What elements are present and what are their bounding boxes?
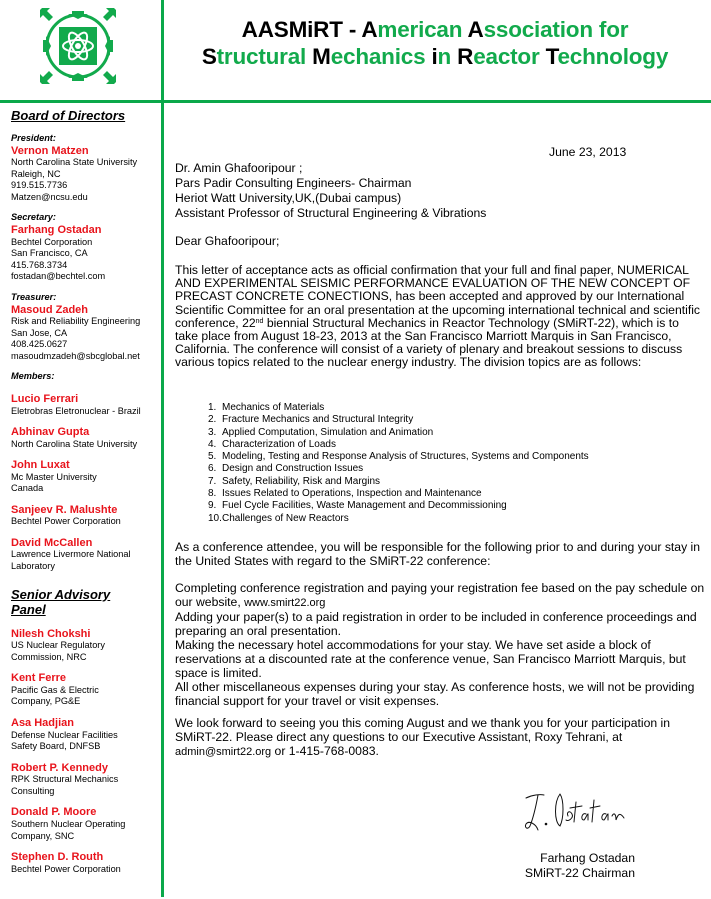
person-detail: Bechtel Power Corporation: [11, 516, 121, 527]
title-segment: ssociation for: [483, 17, 629, 42]
person-entry: [11, 212, 159, 282]
topic-item: 5. Modeling, Testing and Response Analysis of Structures, Systems and Components: [208, 451, 589, 463]
person-detail: North Carolina State University: [11, 438, 138, 449]
person-detail: San Francisco, CA: [11, 248, 88, 259]
person-name: Lucio Ferrari: [11, 393, 79, 405]
title-line-2: [170, 43, 700, 70]
person-detail: Canada: [11, 483, 44, 494]
title-line-1: [170, 16, 700, 43]
person-name: Abhinav Gupta: [11, 426, 90, 439]
person-name: Stephen D. Routh: [11, 851, 104, 864]
person-detail: US Nuclear Regulatory: [11, 640, 105, 651]
person-name: Kent Ferre: [11, 672, 67, 685]
signer-block: [515, 851, 635, 880]
recipient-address: Dr. Amin Ghafooripour ; Pars Padir Consulting Engineers- Chairman Heriot Watt University,UK,(Dubai campus) Assistant Professor of Structural Engineering & Vibrations: [175, 161, 487, 220]
person-entry: [11, 628, 159, 664]
letter-date: June 23, 2013: [549, 145, 627, 159]
title-segment: A: [361, 17, 378, 42]
officers-list: [11, 133, 159, 362]
header-divider-horizontal: [0, 100, 711, 103]
title-segment: tructural: [216, 44, 313, 69]
responsibilities-list: [175, 581, 710, 708]
person-detail: North Carolina State University: [11, 157, 138, 168]
topic-item: 8. Issues Related to Operations, Inspection and Maintenance: [208, 488, 482, 500]
person-name: Asa Hadjian: [11, 717, 74, 730]
topic-item: 6. Design and Construction Issues: [208, 463, 364, 475]
division-topics-list: [208, 402, 589, 525]
members-list: [11, 393, 159, 573]
person-detail: Southern Nuclear Operating: [11, 818, 126, 829]
title-segment: eactor: [473, 44, 546, 69]
person-detail[interactable]: masoudmzadeh@sbcglobal.net: [11, 350, 140, 361]
person-name: Vernon Matzen: [11, 144, 89, 157]
person-detail: 415.768.3734: [11, 259, 68, 270]
topic-item: 7. Safety, Reliability, Risk and Margins: [208, 475, 381, 487]
person-detail[interactable]: Matzen@ncsu.edu: [11, 191, 88, 202]
person-detail: Mc Master University: [11, 471, 97, 482]
attendee-responsibilities-intro: As a conference attendee, you will be responsible for the following prior to and during your stay in the United States with regard to the SMiRT-22 conference:: [175, 540, 701, 568]
person-detail: RPK Structural Mechanics: [11, 774, 119, 785]
responsibility-hotel: Making the necessary hotel accommodations for your stay. We have set aside a block of reservations at a discounted rate at the conference venue, San Francisco Marriott Marquis, but space is limited.: [175, 638, 686, 680]
salutation: Dear Ghafooripour;: [175, 234, 280, 248]
person-name: David McCallen: [11, 536, 93, 549]
person-entry: [11, 393, 159, 417]
topic-item: 4. Characterization of Loads: [208, 438, 336, 450]
closing-paragraph: We look forward to seeing you this coming August and we thank you for your participation in SMiRT-22. Please direct any questions to our Executive Assistant, Roxy Tehrani, at admin@smirt22.org or 1-415-768-0083.: [175, 716, 670, 758]
person-entry: [11, 762, 159, 798]
person-role: Secretary:: [11, 212, 56, 223]
person-detail: Commission, NRC: [11, 651, 87, 662]
title-segment: A: [467, 17, 484, 42]
title-segment: merican: [377, 17, 468, 42]
person-detail: Company, PG&E: [11, 696, 81, 707]
person-name: John Luxat: [11, 459, 70, 472]
person-name: Nilesh Chokshi: [11, 627, 91, 640]
person-detail: Eletrobras Eletronuclear - Brazil: [11, 405, 141, 416]
topic-item: 2. Fracture Mechanics and Structural Integrity: [208, 414, 414, 426]
responsibility-expenses: All other miscellaneous expenses during your stay. As conference hosts, we will not be providing financial support for your travel or visit expenses.: [175, 680, 695, 708]
person-detail: Raleigh, NC: [11, 168, 61, 179]
person-entry: [11, 672, 159, 708]
senior-advisory-heading: Senior Advisory Panel: [11, 586, 111, 617]
title-segment: echnology: [557, 44, 669, 69]
person-detail: Pacific Gas & Electric: [11, 684, 99, 695]
responsibility-paper: Adding your paper(s) to a paid registration in order to be included in conference proceedings and preparing an oral presentation.: [175, 610, 697, 638]
person-detail: 408.425.0627: [11, 339, 68, 350]
person-detail: Laboratory: [11, 561, 55, 572]
person-detail: Safety Board, DNFSB: [11, 741, 101, 752]
person-detail[interactable]: fostadan@bechtel.com: [11, 271, 106, 282]
person-detail: Bechtel Power Corporation: [11, 863, 121, 874]
person-detail: 919.515.7736: [11, 180, 68, 191]
website-link[interactable]: www.smirt22.org: [244, 597, 326, 609]
person-role: President:: [11, 133, 56, 143]
person-detail: Company, SNC: [11, 830, 75, 841]
topic-item: 1. Mechanics of Materials: [208, 402, 325, 413]
title-segment: S: [201, 44, 217, 69]
sidebar-divider-vertical: [161, 0, 164, 897]
signer-name: Farhang Ostadan: [540, 851, 635, 865]
person-entry: [11, 806, 159, 842]
title-segment: R: [457, 44, 474, 69]
handwritten-signature-icon: [520, 788, 640, 838]
topic-item: 10.Challenges of New Reactors: [208, 512, 349, 524]
topic-item: 3. Applied Computation, Simulation and Animation: [208, 426, 434, 438]
person-entry: [11, 459, 159, 495]
person-name: Sanjeev R. Malushte: [11, 503, 118, 516]
person-entry: [11, 426, 159, 450]
person-name: Masoud Zadeh: [11, 303, 89, 316]
person-name: Farhang Ostadan: [11, 224, 102, 237]
person-entry: [11, 717, 159, 753]
title-segment: T: [545, 44, 558, 69]
board-of-directors-heading: Board of Directors: [11, 108, 126, 123]
title-segment: M: [312, 44, 331, 69]
members-label: Members:: [11, 371, 55, 382]
person-entry: [11, 504, 159, 528]
person-name: Robert P. Kennedy: [11, 761, 108, 774]
person-detail: Bechtel Corporation: [11, 236, 93, 247]
signer-title: SMiRT-22 Chairman: [524, 865, 635, 880]
person-detail: Lawrence Livermore National: [11, 549, 131, 560]
person-detail: Risk and Reliability Engineering: [11, 316, 141, 327]
title-segment: AASMiRT -: [241, 17, 362, 42]
person-detail: San Jose, CA: [11, 327, 68, 338]
person-entry: [11, 851, 159, 875]
person-entry: [11, 133, 159, 203]
title-segment: n: [437, 44, 458, 69]
admin-email-link[interactable]: admin@smirt22.org: [175, 746, 272, 758]
responsibility-registration: Completing conference registration and paying your registration fee based on the pay schedule on our website, www.smirt22.org: [175, 581, 705, 609]
organization-title: [170, 16, 700, 70]
title-segment: echanics: [330, 44, 432, 69]
person-name: Donald P. Moore: [11, 806, 97, 819]
board-sidebar: [11, 108, 159, 884]
person-entry: [11, 292, 159, 362]
person-role: Treasurer:: [11, 291, 57, 302]
topic-item: 9. Fuel Cycle Facilities, Waste Management and Decommissioning: [208, 500, 507, 512]
acceptance-paragraph: This letter of acceptance acts as official confirmation that your full and final paper, NUMERICAL AND EXPERIMENTAL SEISMIC PERFORMANCE EVALUATION OF THE NEW CONCEPT OF PRECAST CONCRETE CONECTIONS, has been accepted and approved by our International Scientific Committee for an oral presentation at the upcoming international technical and scientific conference, 22nd biennial Structural Mechanics in Reactor Technology (SMiRT-22), which is to take place from August 18-23, 2013 at the San Francisco Marriott Marquis in San Francisco, California. The conference will consist of a variety of plenary and breakout sessions to discuss various topics related to the nuclear energy industry. The division topics are as follows:: [175, 263, 701, 370]
person-detail: Defense Nuclear Facilities: [11, 729, 118, 740]
atom-reactor-logo-icon: [36, 4, 120, 88]
person-detail: Consulting: [11, 785, 55, 796]
advisory-panel-list: [11, 628, 159, 876]
person-entry: [11, 537, 159, 573]
title-segment: i: [431, 44, 438, 69]
